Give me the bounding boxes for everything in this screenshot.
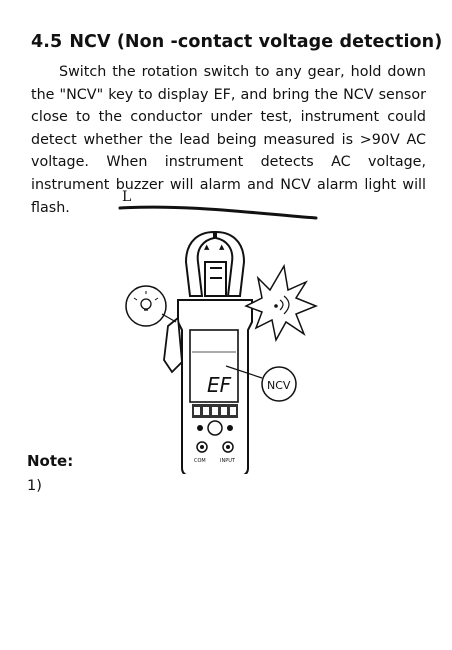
section-number: 4.5 [31, 32, 63, 52]
svg-text:▲: ▲ [204, 243, 210, 251]
note-title: Note: [27, 452, 74, 470]
svg-text:▲: ▲ [219, 243, 225, 251]
line-label: L [122, 189, 132, 205]
display-text: EF [207, 373, 232, 397]
ncv-callout-label: NCV [267, 379, 291, 392]
section-heading [31, 32, 443, 52]
conductor-line [120, 207, 316, 218]
alarm-light-icon [126, 286, 176, 326]
meter-body [164, 300, 252, 474]
terminal-label-com: COM [194, 458, 206, 464]
section-title: NCV (Non -contact voltage detection) [69, 32, 443, 52]
buzzer-alarm-icon [246, 266, 316, 340]
body-paragraph: Switch the rotation switch to any gear, hold down the "NCV" key to display EF, and bring the NCV sensor close to the conductor under test, instrument could detect whether the lead being measured is >90V AC voltage. When instrument detects AC voltage, instrument buzzer will alarm and NCV alarm light will flash. [31, 64, 426, 216]
clamp-jaws [186, 232, 244, 296]
note-item: 1) [27, 478, 42, 494]
clamp-meter-illustration [100, 184, 430, 474]
terminal-label-input: INPUT [220, 458, 235, 464]
